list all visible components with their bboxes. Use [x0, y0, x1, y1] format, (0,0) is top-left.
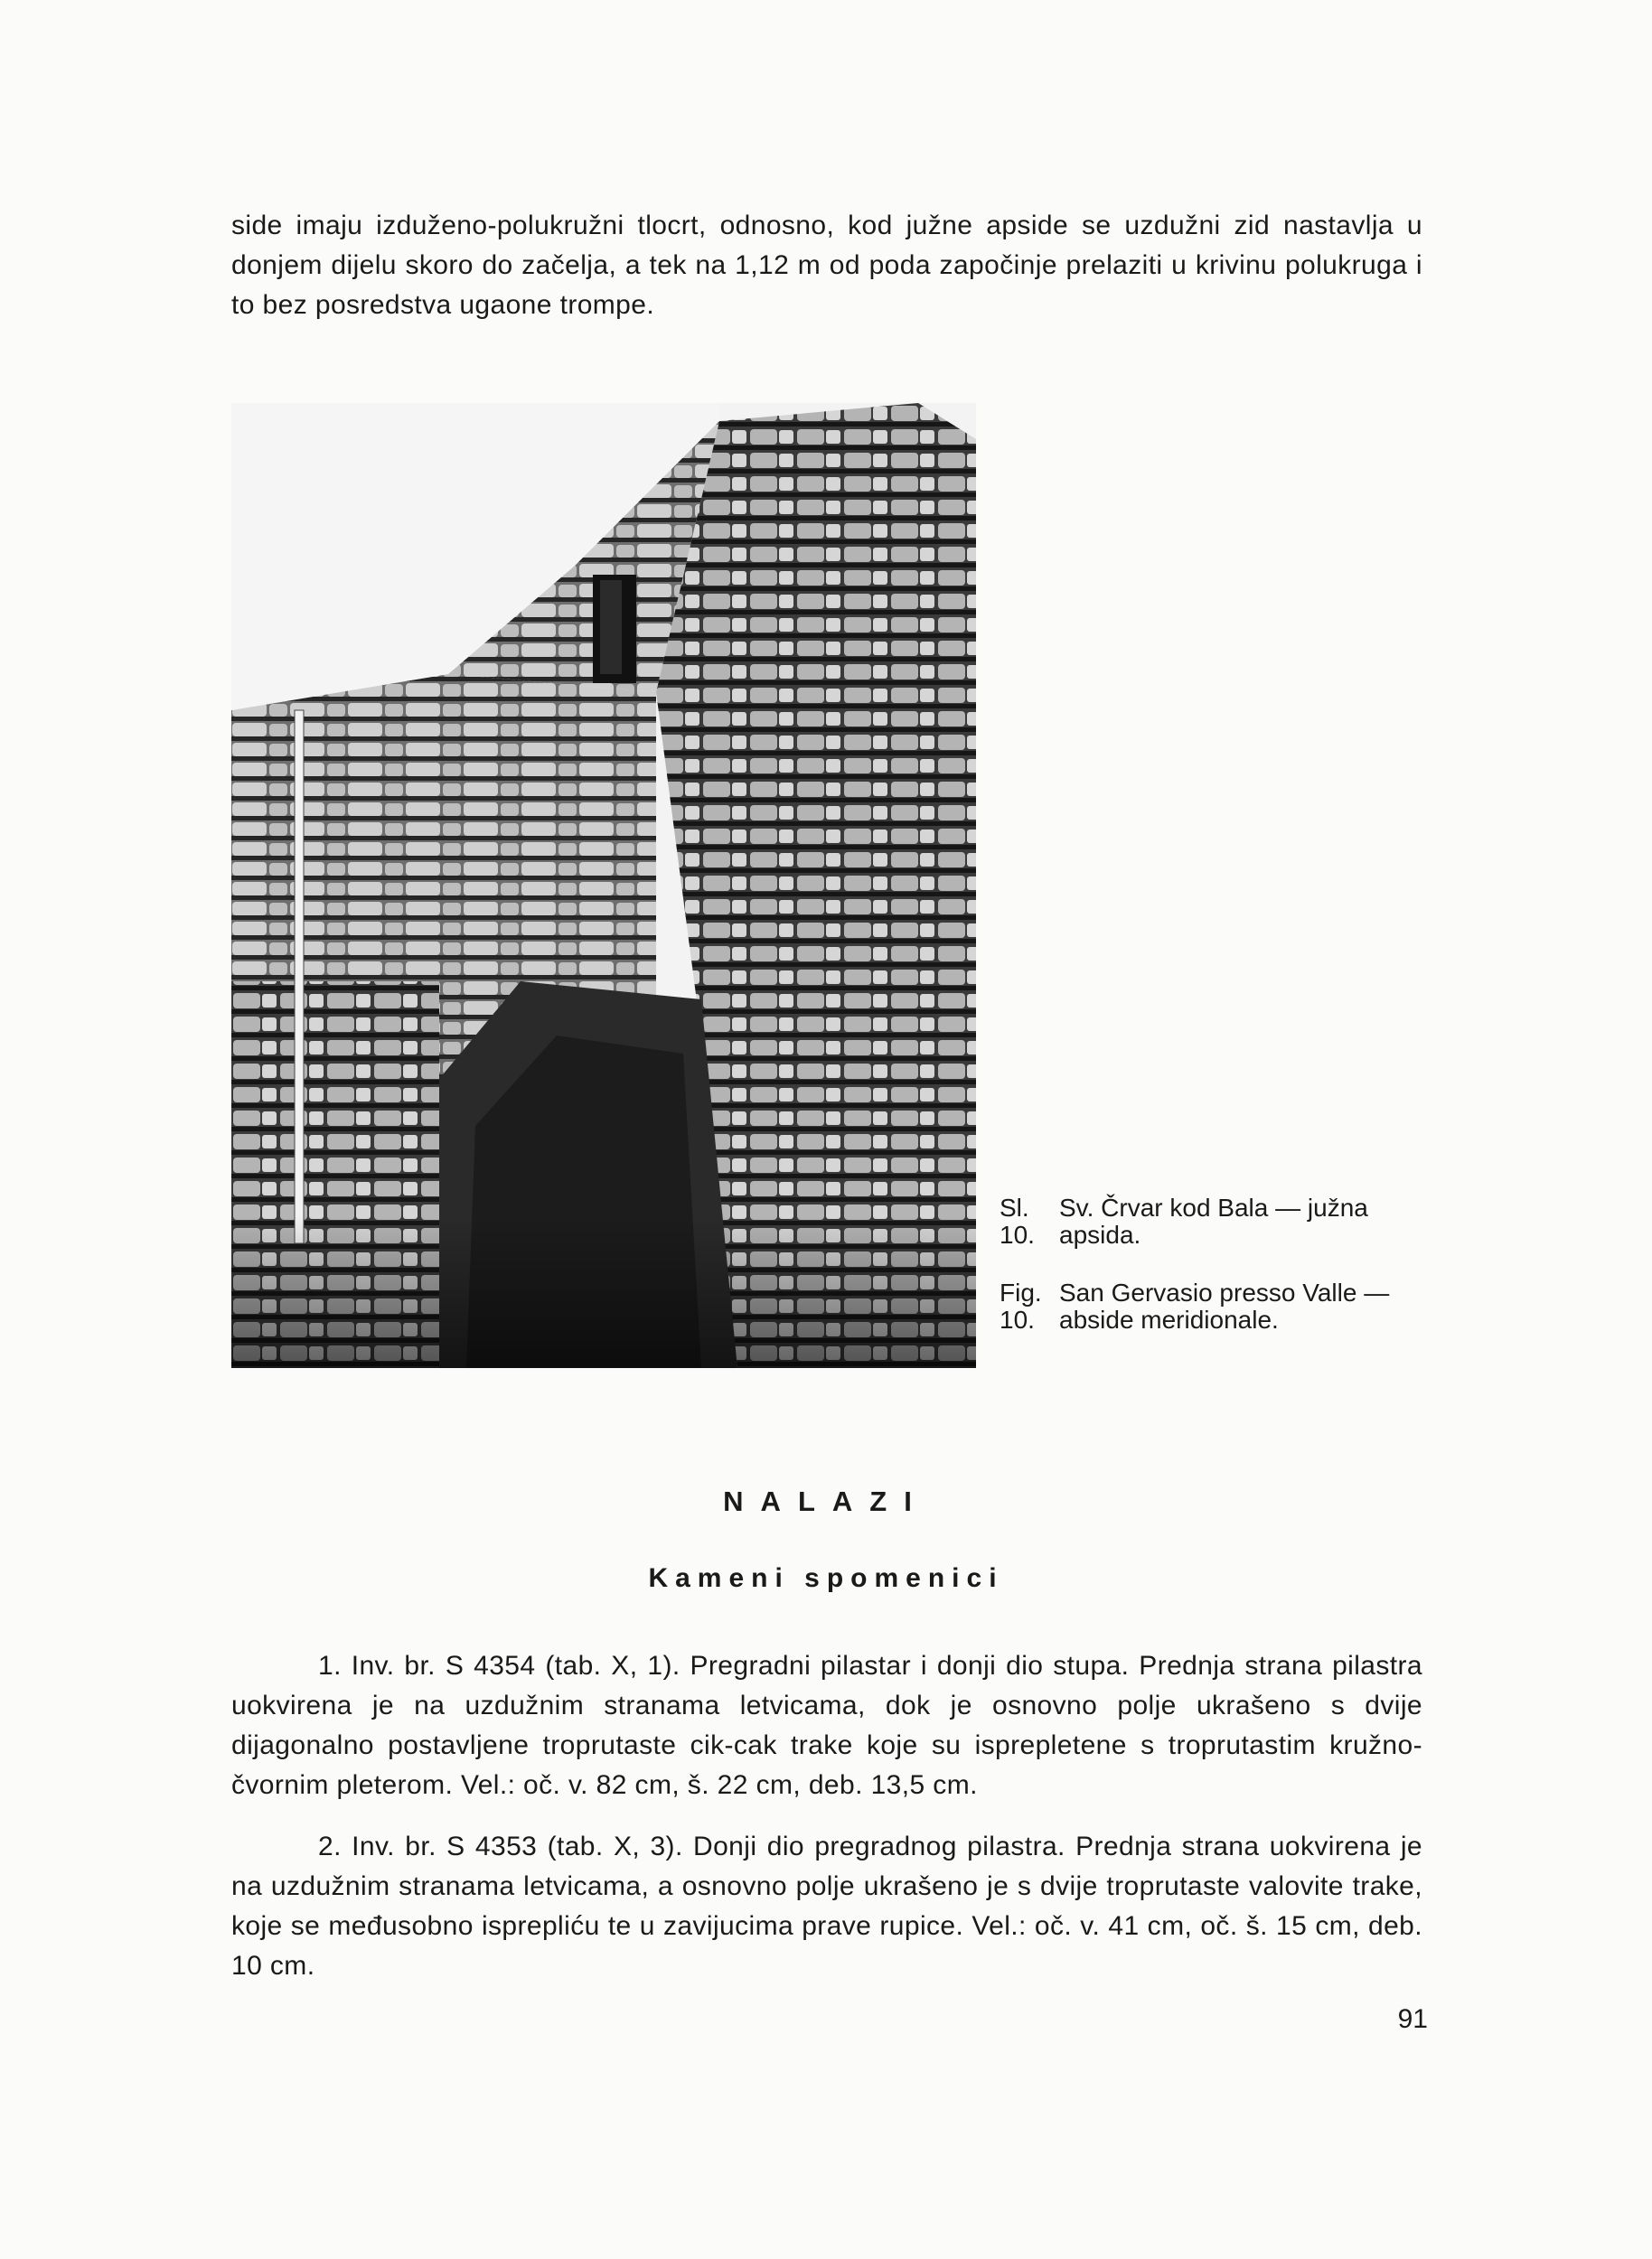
caption-croatian-number: Sl. 10.: [1000, 1194, 1035, 1249]
caption-croatian: [1000, 1195, 1433, 1249]
caption-croatian-text: Sv. Črvar kod Bala — južna apsida.: [1059, 1194, 1368, 1249]
catalogue-item-2: 2. Inv. br. S 4353 (tab. X, 3). Donji dio pregradnog pilastra. Prednja strana uokvirena je na uzdužnim stranama letvicama, a osnovno polje ukrašeno je s dvije troprutaste valovite trake, koje se međusobno isprepliću te u zavijucima prave rupice. Vel.: oč. v. 41 cm, oč. š. 15 cm, deb. 10 cm.: [231, 1832, 1422, 1981]
figure-photo-apse: [231, 403, 976, 1368]
section-title: NALAZI: [723, 1486, 929, 1517]
caption-italian-text: San Gervasio presso Valle — abside meridionale.: [1059, 1279, 1390, 1334]
page-number: 91: [1397, 2004, 1428, 2034]
paragraph-intro: side imaju izduženo-polukružni tlocrt, odnosno, kod južne apside se uzdužni zid nastavlja u donjem dijelu skoro do začelja, a tek na 1,12 m od poda započinje prelaziti u krivinu polukruga i to bez posredstva ugaone trompe.: [231, 211, 1422, 320]
apse-photo-image: [231, 403, 976, 1368]
caption-italian-number: Fig. 10.: [1000, 1279, 1042, 1334]
subsection-title: Kameni spomenici: [648, 1563, 1004, 1593]
caption-italian: [1000, 1279, 1433, 1334]
catalogue-item-1: 1. Inv. br. S 4354 (tab. X, 1). Pregradni pilastar i donji dio stupa. Prednja strana pilastra uokvirena je na uzdužnim stranama letvicama, dok je osnovno polje ukrašeno s dvije dijagonalno postavljene troprutaste cik-cak trake koje su isprepletene s troprutastim kružno-čvornim pleterom. Vel.: oč. v. 82 cm, š. 22 cm, deb. 13,5 cm.: [231, 1651, 1422, 1800]
